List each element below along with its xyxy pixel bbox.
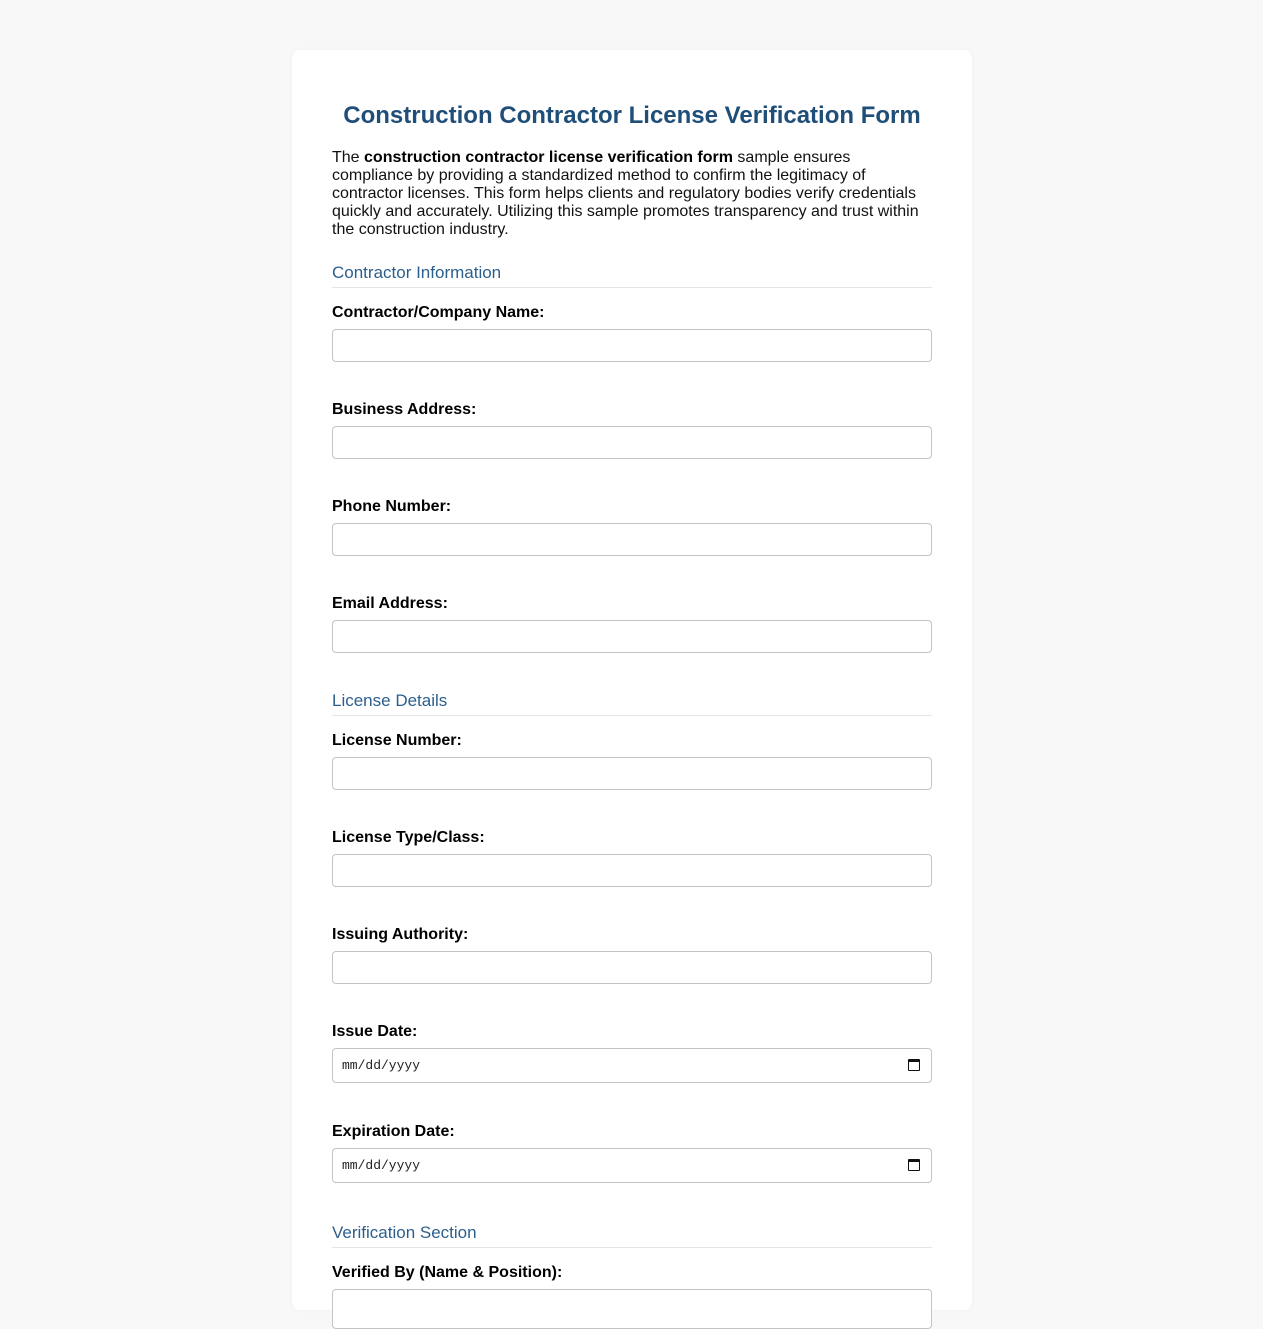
intro-prefix: The (332, 149, 365, 166)
company-name-label: Contractor/Company Name: (332, 304, 545, 321)
calendar-icon[interactable] (908, 1159, 920, 1171)
section-title-verification: Verification Section (332, 1223, 932, 1248)
phone-number-label: Phone Number: (332, 498, 452, 515)
intro-paragraph (332, 149, 932, 239)
section-title-contractor-information: Contractor Information (332, 263, 932, 288)
intro-suffix: sample ensures compliance by providing a standardized method to confirm the legitimacy of contractor licenses. This form helps clients and regulatory bodies verify credentials quickly and accurately. Utilizing this sample promotes transparency and trust within the construction industry. (332, 149, 919, 238)
field-company-name (332, 304, 932, 362)
form-card (292, 50, 972, 1310)
field-email-address (332, 595, 932, 653)
field-expiration-date (332, 1123, 932, 1183)
company-name-input[interactable] (332, 329, 932, 362)
field-license-number (332, 732, 932, 790)
issuing-authority-label: Issuing Authority: (332, 926, 469, 943)
field-issue-date (332, 1023, 932, 1083)
license-type-input[interactable] (332, 854, 932, 887)
expiration-date-input[interactable] (332, 1148, 932, 1183)
section-title-license-details: License Details (332, 691, 932, 716)
field-license-type (332, 829, 932, 887)
license-type-label: License Type/Class: (332, 829, 485, 846)
form-content (292, 50, 972, 1329)
field-business-address (332, 401, 932, 459)
phone-number-input[interactable] (332, 523, 932, 556)
issue-date-label: Issue Date: (332, 1023, 418, 1040)
license-number-label: License Number: (332, 732, 462, 749)
page-title: Construction Contractor License Verification Form (343, 102, 921, 129)
expiration-date-label: Expiration Date: (332, 1123, 455, 1140)
business-address-input[interactable] (332, 426, 932, 459)
intro-bold: construction contractor license verification form (364, 149, 733, 166)
expiration-date-placeholder: mm/dd/yyyy (342, 1158, 421, 1173)
field-phone-number (332, 498, 932, 556)
license-number-input[interactable] (332, 757, 932, 790)
calendar-icon[interactable] (908, 1059, 920, 1071)
email-address-label: Email Address: (332, 595, 448, 612)
issue-date-input[interactable] (332, 1048, 932, 1083)
email-address-input[interactable] (332, 620, 932, 653)
verified-by-input[interactable] (332, 1289, 932, 1329)
field-issuing-authority (332, 926, 932, 984)
business-address-label: Business Address: (332, 401, 477, 418)
field-verified-by (332, 1264, 932, 1329)
verified-by-label: Verified By (Name & Position): (332, 1264, 563, 1281)
issuing-authority-input[interactable] (332, 951, 932, 984)
issue-date-placeholder: mm/dd/yyyy (342, 1058, 421, 1073)
